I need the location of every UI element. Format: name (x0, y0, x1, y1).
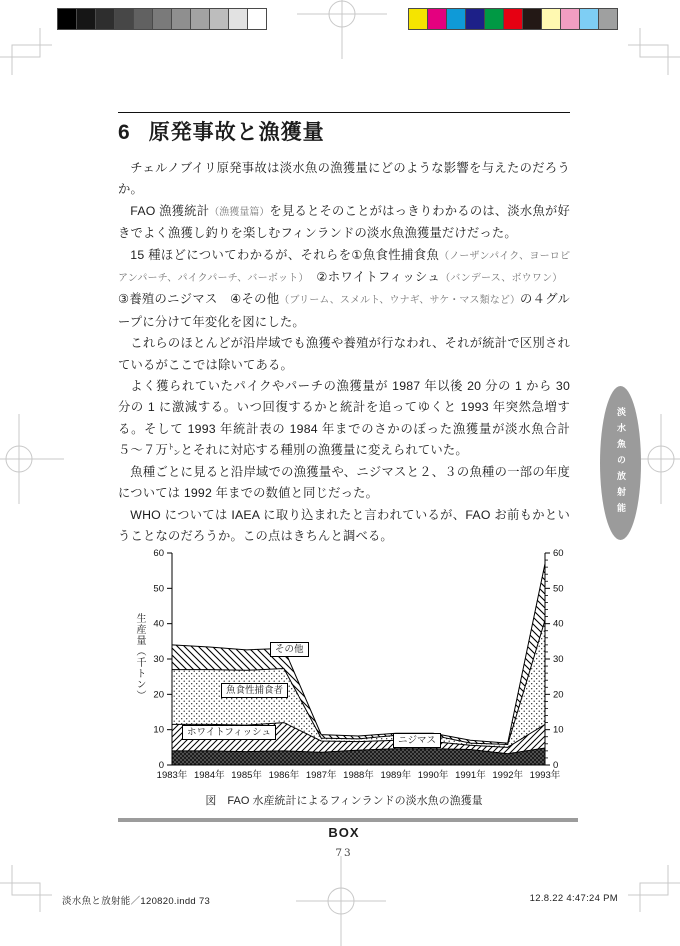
paragraph-text: を見るとそのことがはっきりわかるのは、淡水魚が好きでよく漁獲し釣りを楽しむフィンランドの淡水魚漁獲量だけだった。 (118, 203, 570, 241)
corner-trim-mark-top-left (0, 25, 70, 95)
chapter-title-text: 原発事故と漁獲量 (148, 121, 325, 144)
calibration-swatch (209, 8, 229, 30)
paragraph-text: よく獲られていたパイクやパーチの漁獲量が 1987 年以後 20 分の 1 から 30 分の 1 に激減する。いつ回復するかと統計を追ってゆくと 1993 年突然急増する。そして 1993 年統計表の 1984 年までのさかのぼった漁獲量が淡水魚合計５〜７万㌧とそれに対応する種別の漁獲量に変えられていた。 (118, 379, 570, 458)
figure-caption: 図 FAO 水産統計によるフィンランドの淡水魚の漁獲量 (205, 795, 483, 807)
body-text (118, 158, 570, 547)
svg-text:1990年: 1990年 (417, 770, 449, 781)
svg-text:60: 60 (553, 548, 564, 559)
chapter-title-rule (118, 112, 570, 113)
paragraph (118, 201, 570, 245)
paragraph (118, 245, 570, 334)
calibration-swatch (541, 8, 561, 30)
svg-text:10: 10 (153, 724, 164, 736)
calibration-swatch (522, 8, 542, 30)
paragraph-note-text: （漁獲量篇） (209, 206, 270, 218)
paragraph-text: WHO については IAEA に取り込まれたと言われているが、FAO お前もかということなのだろうか。この点はきちんと調べる。 (118, 507, 570, 543)
svg-text:40: 40 (553, 618, 564, 630)
calibration-swatch (503, 8, 523, 30)
calibration-swatch (427, 8, 447, 30)
svg-text:1989年: 1989年 (380, 770, 412, 781)
calibration-swatch (171, 8, 191, 30)
paragraph (118, 462, 570, 505)
paragraph (118, 158, 570, 201)
chapter-title (118, 116, 570, 146)
registration-mark-top (297, 0, 387, 59)
paragraph (118, 505, 570, 548)
svg-text:0: 0 (553, 760, 559, 771)
paragraph-text: チェルノブイリ原発事故は淡水魚の漁獲量にどのような影響を与えたのだろうか。 (118, 161, 570, 197)
paragraph-text: ③養殖のニジマス ④その他 (118, 270, 571, 307)
footer-timestamp: 12.8.22 4:47:24 PM (529, 893, 618, 904)
paragraph-text: 魚種ごとに見ると沿岸域での漁獲量や、ニジマスと２、３の魚種の一部の年度については 1992 年までの数値と同じだった。 (118, 464, 570, 501)
svg-text:1992年: 1992年 (492, 770, 524, 781)
chapter-number: 6 (118, 121, 131, 144)
registration-mark-bottom (296, 856, 386, 946)
calibration-swatch (598, 8, 618, 30)
paragraph (118, 333, 570, 376)
calibration-swatch (152, 8, 172, 30)
svg-text:1985年: 1985年 (231, 770, 262, 781)
side-index-tab (600, 386, 641, 540)
calibration-swatch (228, 8, 248, 30)
page-number: 73 (335, 847, 353, 859)
paragraph-text: FAO 漁獲統計 (130, 203, 210, 218)
svg-text:1984年: 1984年 (193, 770, 225, 781)
svg-text:1991年: 1991年 (455, 770, 486, 781)
svg-text:20: 20 (553, 689, 564, 701)
calibration-swatch (465, 8, 485, 30)
paragraph-note-text: （ノーザンパイク、ヨーロピアンパーチ、パイクパーチ、バーボット） (118, 250, 571, 285)
svg-text:1986年: 1986年 (268, 770, 300, 781)
calibration-swatch (95, 8, 115, 30)
paragraph-text: 15 種ほどについてわかるが、それらを①魚食性捕食魚 (130, 247, 440, 262)
stacked-area-chart (118, 545, 578, 795)
svg-text:40: 40 (153, 618, 164, 630)
calibration-swatch (560, 8, 580, 30)
box-rule (118, 818, 578, 822)
area-label-predator: 魚食性捕食者 (221, 683, 288, 698)
y-axis-title: 生産量（千トン） (134, 613, 145, 701)
svg-text:10: 10 (553, 724, 564, 736)
paragraph (118, 376, 570, 462)
grayscale-calibration-bar (57, 8, 266, 30)
paragraph-note-text: （ブリーム、スメルト、ウナギ、サケ・マス類など） (279, 295, 521, 307)
svg-text:20: 20 (153, 689, 164, 701)
box-label: BOX (328, 825, 360, 840)
svg-text:1983年: 1983年 (156, 770, 188, 781)
svg-text:1993年: 1993年 (529, 770, 561, 781)
svg-text:60: 60 (153, 548, 164, 559)
svg-text:50: 50 (153, 583, 164, 595)
svg-text:1987年: 1987年 (305, 770, 337, 781)
paragraph-note-text: （バンデース、ボウワン） (440, 273, 558, 285)
calibration-swatch (190, 8, 210, 30)
footer-filename: 淡水魚と放射能／120820.indd 73 (62, 896, 211, 907)
figure-chart (118, 545, 578, 795)
paragraph-text: ②ホワイトフィッシュ (303, 270, 441, 285)
area-label-trout: ニジマス (393, 733, 441, 748)
svg-text:1988年: 1988年 (343, 770, 374, 781)
paragraph-text: の４グループに分けて年変化を図にした。 (118, 292, 570, 329)
side-index-tab-label: 淡水魚の放射能 (616, 407, 626, 519)
corner-trim-mark-top-right (610, 25, 680, 95)
svg-text:30: 30 (553, 654, 564, 665)
color-calibration-bar (408, 8, 617, 30)
svg-text:0: 0 (158, 760, 164, 771)
svg-text:50: 50 (553, 583, 564, 595)
corner-trim-mark-bottom-right (610, 845, 680, 915)
paragraph-text: これらのほとんどが沿岸域でも漁獲や養殖が行なわれ、それが統計で区別されているがここでは除いてある。 (118, 336, 570, 372)
registration-mark-left (0, 414, 64, 504)
calibration-swatch (247, 8, 267, 30)
calibration-swatch (114, 8, 134, 30)
calibration-swatch (57, 8, 77, 30)
area-label-whitefish: ホワイトフィッシュ (182, 725, 276, 740)
calibration-swatch (408, 8, 428, 30)
calibration-swatch (133, 8, 153, 30)
calibration-swatch (579, 8, 599, 30)
calibration-swatch (76, 8, 96, 30)
corner-trim-mark-bottom-left (0, 845, 70, 915)
calibration-swatch (484, 8, 504, 30)
svg-text:30: 30 (153, 654, 164, 665)
area-label-other: その他 (270, 642, 309, 657)
calibration-swatch (446, 8, 466, 30)
